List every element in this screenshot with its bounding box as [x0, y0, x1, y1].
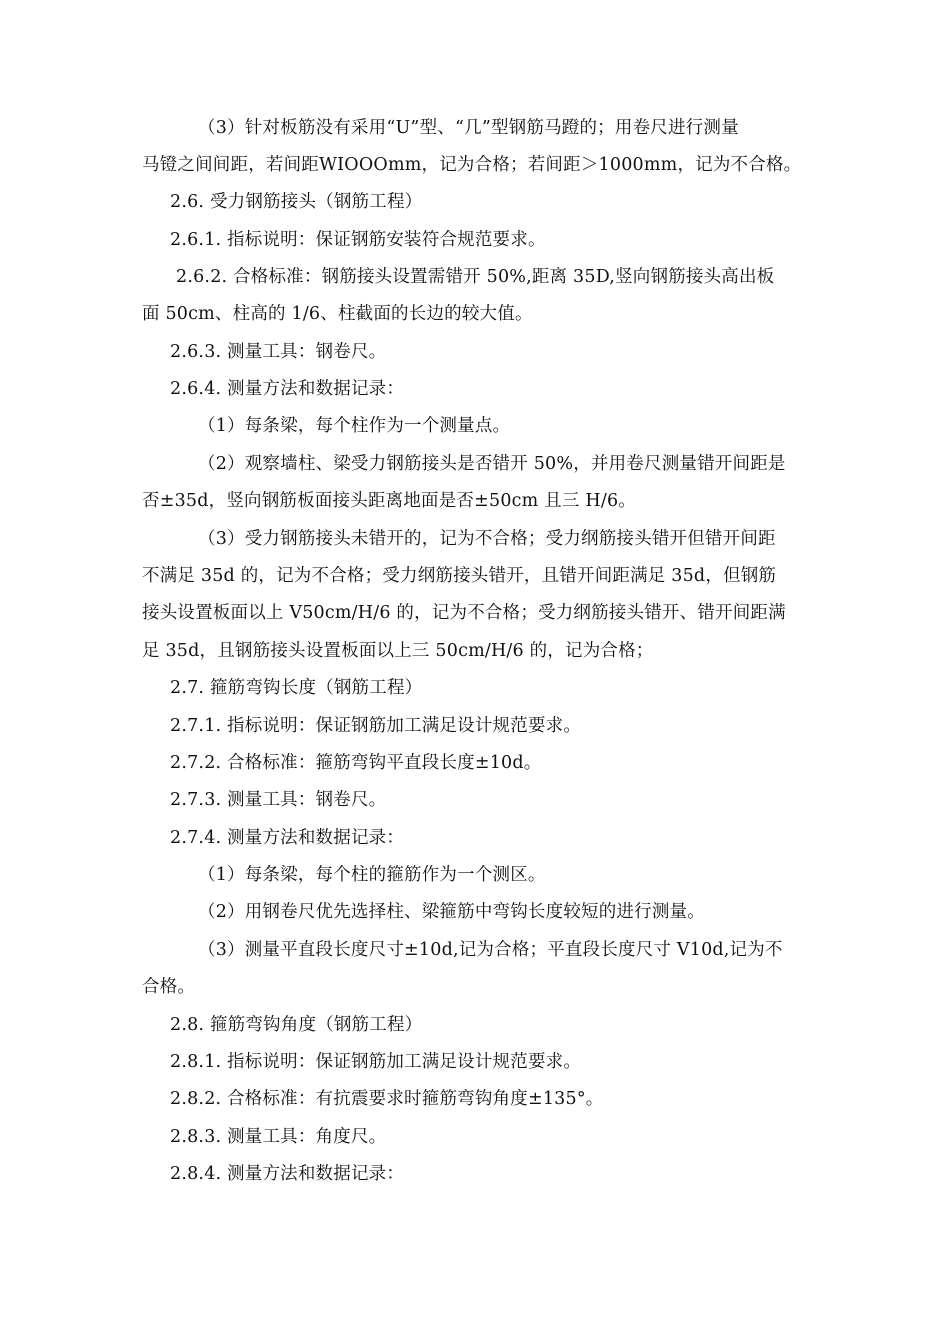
list-item: （1）每条梁，每个柱的箍筋作为一个测区。: [198, 865, 546, 885]
paragraph-line: 足 35d，且钢筋接头设置板面以上三 50cm/H/6 的，记为合格；: [142, 641, 654, 661]
section-heading: 2.6. 受力钢筋接头（钢筋工程）: [170, 192, 423, 212]
list-item: （2）观察墙柱、梁受力钢筋接头是否错开 50%，并用卷尺测量错开间距是: [198, 454, 786, 474]
subsection-heading: 2.8.4. 测量方法和数据记录：: [170, 1164, 405, 1184]
subsection-heading: 2.7.4. 测量方法和数据记录：: [170, 828, 405, 848]
list-item: （1）每条梁，每个柱作为一个测量点。: [198, 416, 511, 436]
subsection-heading: 2.7.1. 指标说明：保证钢筋加工满足设计规范要求。: [170, 716, 582, 736]
subsection-heading: 2.8.3. 测量工具：角度尺。: [170, 1127, 387, 1147]
paragraph-line: 接头设置板面以上 V50cm/H/6 的，记为不合格；受力纲筋接头错开、错开间距满: [142, 603, 786, 623]
paragraph-line: 面 50cm、柱高的 1/6、柱截面的长边的较大值。: [142, 304, 533, 324]
paragraph-line: 马镫之间间距，若间距WIOOOmm，记为合格；若间距＞1000mm，记为不合格。: [142, 155, 802, 175]
paragraph-line: （3）针对板筋没有采用“U”型、“几”型钢筋马蹬的；用卷尺进行测量: [198, 118, 739, 138]
subsection-heading: 2.8.2. 合格标准：有抗震要求时箍筋弯钩角度±135°。: [170, 1089, 604, 1109]
subsection-heading: 2.8.1. 指标说明：保证钢筋加工满足设计规范要求。: [170, 1052, 582, 1072]
paragraph-line: 否±35d，竖向钢筋板面接头距离地面是否±50cm 且三 H/6。: [142, 491, 636, 511]
subsection-heading: 2.7.3. 测量工具：钢卷尺。: [170, 790, 387, 810]
subsection-heading: 2.6.1. 指标说明：保证钢筋安装符合规范要求。: [170, 230, 546, 250]
paragraph-line: 不满足 35d 的，记为不合格；受力纲筋接头错开，且错开间距满足 35d，但钢筋: [142, 566, 777, 586]
subsection-heading: 2.6.4. 测量方法和数据记录：: [170, 379, 405, 399]
list-item: （2）用钢卷尺优先选择柱、梁箍筋中弯钩长度较短的进行测量。: [198, 902, 705, 922]
subsection-heading: 2.6.3. 测量工具：钢卷尺。: [170, 342, 387, 362]
subsection-heading: 2.6.2. 合格标准：钢筋接头设置需错开 50%,距离 35D,竖向钢筋接头高出板: [176, 267, 775, 287]
paragraph-line: 合格。: [142, 977, 196, 997]
subsection-heading: 2.7.2. 合格标准：箍筋弯钩平直段长度±10d。: [170, 753, 542, 773]
section-heading: 2.7. 箍筋弯钩长度（钢筋工程）: [170, 678, 423, 698]
section-heading: 2.8. 箍筋弯钩角度（钢筋工程）: [170, 1015, 423, 1035]
list-item: （3）受力钢筋接头未错开的，记为不合格；受力纲筋接头错开但错开间距: [198, 529, 776, 549]
list-item: （3）测量平直段长度尺寸±10d,记为合格；平直段长度尺寸 V10d,记为不: [198, 940, 783, 960]
